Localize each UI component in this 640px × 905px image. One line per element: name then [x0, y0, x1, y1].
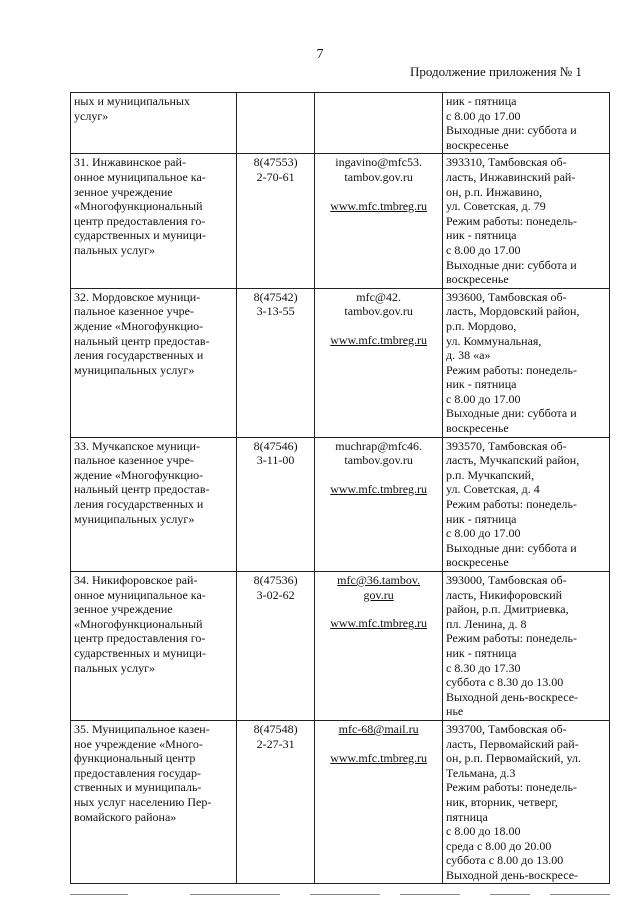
address-line: воскресенье	[446, 421, 509, 436]
address-hours-cell	[443, 288, 610, 437]
office-name-cell	[71, 720, 237, 884]
address-line: ник - пятница	[446, 228, 517, 243]
office-name-line: вомайского района»	[74, 809, 177, 824]
phone-line: 8(47553)	[253, 155, 298, 170]
phone-cell	[236, 154, 314, 288]
office-name-line: ных услуг населению Пер-	[74, 794, 212, 809]
address-line: ул. Коммунальная,	[446, 333, 542, 348]
address-hours-cell	[443, 154, 610, 288]
address-line: среда с 8.00 до 20.00	[446, 838, 552, 853]
address-line: пятница	[446, 809, 488, 824]
address-line: с 8.00 до 17.00	[446, 108, 521, 123]
email-link[interactable]: tambov.gov.ru	[344, 304, 413, 319]
table-body	[71, 93, 610, 884]
address-line: воскресенье	[446, 555, 509, 570]
address-line: Выходные дни: суббота и	[446, 406, 577, 421]
mfc-offices-table	[70, 92, 610, 884]
office-name-line: онное муниципальное ка-	[74, 587, 206, 602]
office-name-line: «Многофункциональный	[74, 199, 203, 214]
table-row	[71, 154, 610, 288]
office-name-line: пальных услуг»	[74, 660, 156, 675]
office-name-line: 32. Мордовское муници-	[74, 289, 201, 304]
page-number: 7	[316, 47, 324, 62]
address-line: с 8.30 до 17.30	[446, 660, 521, 675]
address-line: Выходной день-воскресе-	[446, 689, 579, 704]
address-line: нье	[446, 704, 464, 719]
phone-cell	[236, 288, 314, 437]
address-hours-cell	[443, 572, 610, 721]
office-name-line: ное учреждение «Много-	[74, 736, 203, 751]
phone-line: 8(47536)	[253, 573, 298, 587]
office-name-line: предоставления государ-	[74, 765, 201, 780]
website-link[interactable]: www.mfc.tmbreg.ru	[330, 481, 428, 496]
office-name-line: муниципальных услуг»	[74, 362, 195, 377]
address-line: Выходной день-воскресе-	[446, 867, 579, 882]
address-line: д. 38 «а»	[446, 348, 491, 363]
table-row	[71, 93, 610, 154]
phone-line: 8(47542)	[253, 289, 298, 304]
address-line: 393000, Тамбовская об-	[446, 573, 567, 587]
office-name-line: ления государственных и	[74, 348, 204, 363]
address-line: Режим работы: понедель-	[446, 780, 577, 795]
office-name-line: 35. Муниципальное казен-	[74, 721, 210, 736]
address-line: с 8.00 до 17.00	[446, 526, 521, 541]
address-line: р.п. Мордово,	[446, 318, 517, 333]
email-link[interactable]: tambov.gov.ru	[344, 169, 413, 184]
contacts-cell	[315, 437, 443, 571]
office-name-line: сударственных и муници-	[74, 228, 206, 243]
address-line: с 8.00 до 17.00	[446, 242, 521, 257]
address-hours-cell	[443, 720, 610, 884]
phone-line: 8(47546)	[253, 438, 298, 453]
phone-cell	[236, 93, 314, 154]
office-name-line: 31. Инжавинское рай-	[74, 155, 186, 170]
contacts-cell	[315, 720, 443, 884]
address-hours-cell	[443, 437, 610, 571]
address-line: Выходные дни: суббота и	[446, 540, 577, 555]
address-line: район, р.п. Дмитриевка,	[446, 602, 569, 617]
address-line: 393570, Тамбовская об-	[446, 438, 567, 453]
address-line: ласть, Первомайский рай-	[446, 736, 579, 751]
office-name-cell	[71, 572, 237, 721]
office-name-line: центр предоставления го-	[74, 631, 206, 646]
phone-cell	[236, 437, 314, 571]
office-name-line: зенное учреждение	[74, 184, 173, 199]
office-name-line: онное муниципальное ка-	[74, 169, 206, 184]
office-name-line: 33. Мучкапское муници-	[74, 438, 200, 453]
email-link[interactable]: mfc@36.tambov.	[337, 573, 421, 587]
office-name-line: ственных и муниципаль-	[74, 780, 202, 795]
address-line: пл. Ленина, д. 8	[446, 616, 527, 631]
email-link[interactable]: mfc-68@mail.ru	[338, 721, 419, 736]
phone-cell	[236, 572, 314, 721]
office-name-line: пальных услуг»	[74, 242, 156, 257]
email-link[interactable]: tambov.gov.ru	[344, 453, 413, 468]
contacts-cell	[315, 572, 443, 721]
office-name-line: функциональный центр	[74, 751, 196, 766]
address-hours-cell	[443, 93, 610, 154]
office-name-line: пальное казенное учре-	[74, 453, 194, 468]
address-line: с 8.00 до 17.00	[446, 391, 521, 406]
address-line: ник, вторник, четверг,	[446, 794, 558, 809]
address-line: ласть, Мучкапский район,	[446, 453, 580, 468]
website-link[interactable]: www.mfc.tmbreg.ru	[330, 332, 428, 347]
office-name-line: центр предоставления го-	[74, 213, 206, 228]
office-name-line: услуг»	[74, 108, 109, 123]
address-line: с 8.00 до 18.00	[446, 824, 521, 839]
address-line: Выходные дни: суббота и	[446, 257, 577, 272]
address-line: Выходные дни: суббота и	[446, 123, 577, 138]
address-line: ник - пятница	[446, 511, 517, 526]
phone-cell	[236, 720, 314, 884]
email-link[interactable]: ingavino@mfc53.	[335, 155, 422, 170]
address-line: воскресенье	[446, 272, 509, 287]
address-line: Тельмана, д.3	[446, 765, 516, 780]
phone-line: 3-11-00	[256, 453, 295, 468]
table-row	[71, 288, 610, 437]
bottom-edge-marks	[70, 894, 610, 897]
address-line: ник - пятница	[446, 377, 517, 392]
office-name-cell	[71, 93, 237, 154]
table-row	[71, 437, 610, 571]
website-link[interactable]: www.mfc.tmbreg.ru	[330, 750, 428, 765]
address-line: ласть, Никифоровский	[446, 587, 563, 602]
office-name-line: муниципальных услуг»	[74, 511, 195, 526]
address-line: Режим работы: понедель-	[446, 213, 577, 228]
phone-line: 2-70-61	[256, 169, 295, 184]
email-link[interactable]: mfc@42.	[356, 289, 401, 304]
address-line: 393600, Тамбовская об-	[446, 289, 567, 304]
address-line: 393700, Тамбовская об-	[446, 721, 567, 736]
address-line: он, р.п. Инжавино,	[446, 184, 543, 199]
phone-line: 8(47548)	[253, 721, 298, 736]
address-line: ул. Советская, д. 79	[446, 199, 546, 214]
address-line: Режим работы: понедель-	[446, 362, 577, 377]
office-name-line: ждение «Многофункцио-	[74, 318, 204, 333]
address-line: ник - пятница	[446, 645, 517, 660]
table-row	[71, 720, 610, 884]
address-line: 393310, Тамбовская об-	[446, 155, 567, 170]
office-name-line: пальное казенное учре-	[74, 304, 194, 319]
address-line: суббота с 8.30 до 13.00	[446, 675, 564, 690]
office-name-cell	[71, 288, 237, 437]
website-link[interactable]: www.mfc.tmbreg.ru	[330, 198, 428, 213]
address-line: ласть, Мордовский район,	[446, 304, 580, 319]
office-name-line: сударственных и муници-	[74, 645, 206, 660]
office-name-line: зенное учреждение	[74, 602, 173, 617]
address-line: он, р.п. Первомайский, ул.	[446, 751, 581, 766]
email-link[interactable]: gov.ru	[363, 587, 394, 602]
address-line: ласть, Инжавинский рай-	[446, 169, 576, 184]
office-name-line: «Многофункциональный	[74, 616, 203, 631]
office-name-line: ных и муниципальных	[74, 94, 190, 108]
office-name-line: нальный центр предостав-	[74, 333, 210, 348]
office-name-cell	[71, 437, 237, 571]
phone-line: 2-27-31	[256, 736, 295, 751]
email-link[interactable]: muchrap@mfc46.	[335, 438, 422, 453]
contacts-cell	[315, 93, 443, 154]
address-line: ник - пятница	[446, 94, 517, 108]
office-name-line: ления государственных и	[74, 497, 204, 512]
office-name-line: 34. Никифоровское рай-	[74, 573, 198, 587]
address-line: р.п. Мучкапский,	[446, 467, 535, 482]
address-line: ул. Советская, д. 4	[446, 482, 540, 497]
office-name-line: ждение «Многофункцио-	[74, 467, 204, 482]
website-link[interactable]: www.mfc.tmbreg.ru	[330, 616, 428, 631]
address-line: Режим работы: понедель-	[446, 497, 577, 512]
contacts-cell	[315, 154, 443, 288]
address-line: воскресенье	[446, 137, 509, 152]
office-name-line: нальный центр предостав-	[74, 482, 210, 497]
contacts-cell	[315, 288, 443, 437]
appendix-continuation-label: Продолжение приложения № 1	[410, 64, 582, 79]
phone-line: 3-13-55	[256, 304, 295, 319]
address-line: Режим работы: понедель-	[446, 631, 577, 646]
table-row	[71, 572, 610, 721]
phone-line: 3-02-62	[256, 587, 295, 602]
address-line: суббота с 8.00 до 13.00	[446, 853, 564, 868]
office-name-cell	[71, 154, 237, 288]
